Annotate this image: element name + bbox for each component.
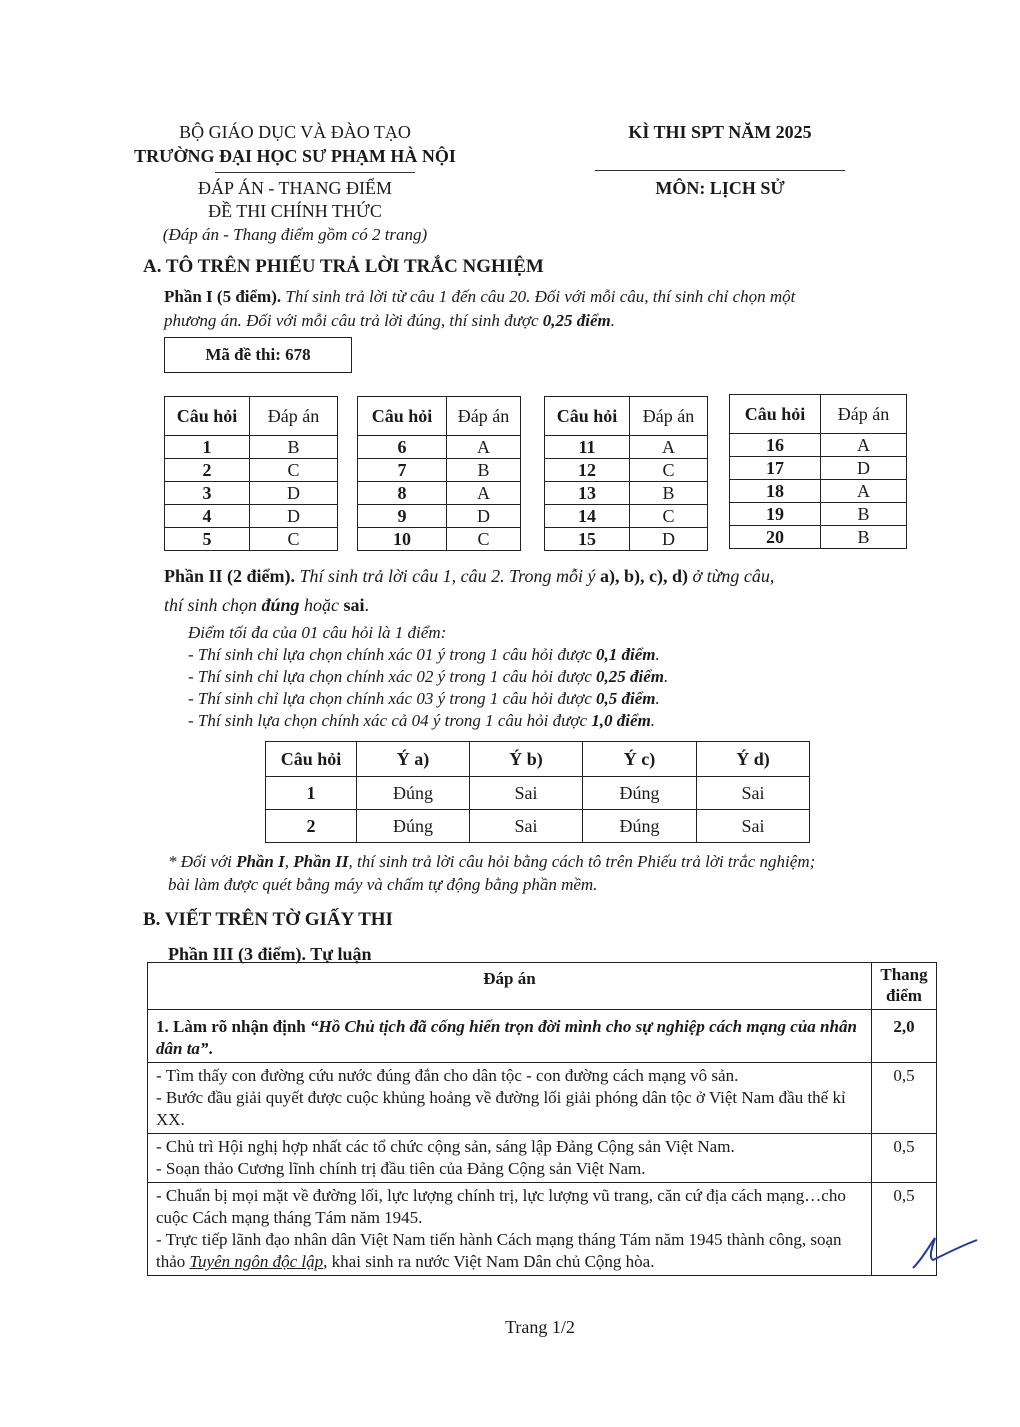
scoring-points: 0,1 điểm	[596, 645, 656, 664]
answer-value: A	[447, 482, 521, 505]
tf-header: Ý c)	[583, 742, 697, 777]
essay-line	[156, 1229, 863, 1273]
question-number: 17	[730, 457, 821, 480]
col-answer-header: Đáp án	[821, 395, 907, 434]
table-row	[545, 459, 708, 482]
essay-line: - Chủ trì Hội nghị hợp nhất các tổ chức cộng sản, sáng lập Đảng Cộng sản Việt Nam.	[156, 1137, 735, 1156]
answer-value: A	[630, 436, 708, 459]
question-number: 2	[165, 459, 250, 482]
table-row	[358, 482, 521, 505]
part2-end: .	[364, 595, 370, 615]
essay-question-1	[148, 1010, 872, 1063]
part2-label: Phần II (2 điểm).	[164, 566, 296, 586]
essay-answer-header: Đáp án	[148, 963, 872, 1010]
part2-text-c: thí sinh chọn	[164, 595, 257, 615]
table-row	[545, 482, 708, 505]
table-row	[148, 1010, 937, 1063]
question-number: 10	[358, 528, 447, 551]
university-name: TRƯỜNG ĐẠI HỌC SƯ PHẠM HÀ NỘI	[134, 146, 456, 166]
table-row	[545, 528, 708, 551]
part1-instructions	[164, 287, 909, 307]
true-false-table	[265, 741, 810, 843]
tf-cell: 1	[266, 777, 357, 810]
essay-score: 2,0	[872, 1010, 937, 1063]
question-number: 8	[358, 482, 447, 505]
table-row	[545, 505, 708, 528]
scoring-points: 0,25 điểm	[596, 667, 665, 686]
answer-value: B	[821, 526, 907, 549]
part1-text-a: Thí sinh trả lời từ câu 1 đến câu 20. Đối với mỗi câu, thí sinh chỉ chọn một	[285, 287, 796, 306]
tf-cell: Đúng	[583, 777, 697, 810]
essay-score: 0,5	[872, 1183, 937, 1276]
essay-line: - Chuẩn bị mọi mặt về đường lối, lực lượng chính trị, lực lượng vũ trang, căn cứ địa cách mạng…cho cuộc Cách mạng tháng Tám năm 1945.	[156, 1186, 846, 1227]
answer-table-4	[729, 394, 907, 549]
essay-line: - Bước đầu giải quyết được cuộc khủng hoảng về đường lối giải phóng dân tộc ở Việt Nam đầu thế kỉ XX.	[156, 1088, 846, 1129]
score-header-line1: Thang	[880, 965, 928, 984]
table-row	[148, 1063, 937, 1134]
part2-or: hoặc	[304, 595, 340, 615]
exam-type: ĐỀ THI CHÍNH THỨC	[208, 201, 382, 221]
answer-value: B	[250, 436, 338, 459]
part2-text-b: ở từng câu,	[692, 566, 775, 586]
table-row	[358, 505, 521, 528]
question-number: 6	[358, 436, 447, 459]
answer-value: D	[447, 505, 521, 528]
table-row	[165, 459, 338, 482]
table-row	[358, 436, 521, 459]
part1-points: 0,25 điểm	[542, 311, 611, 330]
doc-type: ĐÁP ÁN - THANG ĐIỂM	[198, 178, 392, 198]
part2-false: sai	[343, 595, 365, 615]
answer-value: C	[630, 459, 708, 482]
essay-score-header	[872, 963, 937, 1010]
part2-instructions	[164, 566, 924, 587]
table-row	[266, 777, 810, 810]
exam-title: KÌ THI SPT NĂM 2025	[628, 122, 812, 142]
q1-quote: “Hồ Chủ tịch đã cống hiến trọn đời mình cho sự nghiệp cách mạng của nhân dân ta”	[156, 1017, 857, 1058]
question-number: 19	[730, 503, 821, 526]
essay-line: - Soạn thảo Cương lĩnh chính trị đầu tiên của Đảng Cộng sản Việt Nam.	[156, 1159, 646, 1178]
table-row	[358, 459, 521, 482]
essay-emphasis: Tuyên ngôn độc lập	[189, 1252, 324, 1271]
tf-cell: Đúng	[583, 810, 697, 843]
answer-table-2	[357, 396, 521, 551]
question-number: 15	[545, 528, 630, 551]
exam-code-box: Mã đề thi: 678	[164, 337, 352, 373]
question-number: 18	[730, 480, 821, 503]
col-question-header: Câu hỏi	[545, 397, 630, 436]
scoring-text: - Thí sinh chỉ lựa chọn chính xác 03 ý trong 1 câu hỏi được	[188, 689, 597, 708]
table-row	[266, 810, 810, 843]
section-a-title: A. TÔ TRÊN PHIẾU TRẢ LỜI TRẮC NGHIỆM	[143, 256, 544, 277]
part2-opts: a), b), c), d)	[599, 566, 688, 586]
part1-label: Phần I (5 điểm).	[164, 287, 282, 306]
scoring-line: - Thí sinh chỉ lựa chọn chính xác 02 ý trong 1 câu hỏi được 0,25 điểm.	[188, 667, 669, 686]
scoring-points: 0,5 điểm	[596, 689, 656, 708]
question-number: 3	[165, 482, 250, 505]
note-text: * Đối với	[168, 852, 237, 871]
table-row	[148, 1134, 937, 1183]
scoring-points: 1,0 điểm	[591, 711, 651, 730]
table-row	[165, 436, 338, 459]
answer-table-3	[544, 396, 708, 551]
answer-value: D	[250, 505, 338, 528]
subject: MÔN: LỊCH SỬ	[655, 178, 785, 198]
scoring-line: - Thí sinh lựa chọn chính xác cả 04 ý trong 1 câu hỏi được 1,0 điểm.	[188, 711, 656, 730]
part1-text-b: phương án. Đối với mỗi câu trả lời đúng, thí sinh được	[164, 311, 539, 330]
tf-cell: Đúng	[357, 777, 470, 810]
answer-table-1	[164, 396, 338, 551]
part2-true: đúng	[261, 595, 300, 615]
answer-value: B	[447, 459, 521, 482]
table-row	[148, 1183, 937, 1276]
col-question-header: Câu hỏi	[358, 397, 447, 436]
tf-cell: Sai	[470, 777, 583, 810]
question-number: 12	[545, 459, 630, 482]
tf-header: Ý d)	[697, 742, 810, 777]
col-answer-header: Đáp án	[447, 397, 521, 436]
scoring-text: - Thí sinh chỉ lựa chọn chính xác 01 ý trong 1 câu hỏi được	[188, 645, 597, 664]
essay-answer-cell	[148, 1183, 872, 1276]
part1-end: .	[610, 311, 616, 330]
answer-value: A	[821, 434, 907, 457]
table-row	[545, 436, 708, 459]
tf-header: Ý a)	[357, 742, 470, 777]
col-question-header: Câu hỏi	[730, 395, 821, 434]
question-number: 4	[165, 505, 250, 528]
ministry-name: BỘ GIÁO DỤC VÀ ĐÀO TẠO	[179, 122, 411, 142]
essay-text: - Trực tiếp lãnh đạo nhân dân Việt Nam tiến hành Cách mạng tháng Tám năm 1945 thành công, soạn thảo	[156, 1230, 842, 1271]
note-line-1	[168, 852, 928, 872]
question-number: 11	[545, 436, 630, 459]
essay-line: - Tìm thấy con đường cứu nước đúng đắn cho dân tộc - con đường cách mạng vô sản.	[156, 1066, 739, 1085]
essay-answer-cell	[148, 1063, 872, 1134]
note-line-2: bài làm được quét bằng máy và chấm tự động bằng phần mềm.	[168, 875, 598, 894]
col-answer-header: Đáp án	[250, 397, 338, 436]
question-number: 14	[545, 505, 630, 528]
table-row	[358, 528, 521, 551]
col-answer-header: Đáp án	[630, 397, 708, 436]
question-number: 5	[165, 528, 250, 551]
question-number: 7	[358, 459, 447, 482]
q1-end: .	[208, 1039, 213, 1058]
header-divider-right	[595, 170, 845, 171]
tf-cell: 2	[266, 810, 357, 843]
question-number: 1	[165, 436, 250, 459]
answer-value: D	[821, 457, 907, 480]
table-row	[730, 526, 907, 549]
answer-value: D	[250, 482, 338, 505]
tf-cell: Đúng	[357, 810, 470, 843]
tf-cell: Sai	[697, 777, 810, 810]
answer-value: B	[821, 503, 907, 526]
table-row	[730, 503, 907, 526]
note-part2: Phần II	[293, 852, 349, 871]
col-question-header: Câu hỏi	[165, 397, 250, 436]
essay-text: , khai sinh ra nước Việt Nam Dân chủ Cộng hòa.	[323, 1252, 655, 1271]
answer-value: C	[630, 505, 708, 528]
tf-cell: Sai	[470, 810, 583, 843]
table-row	[730, 434, 907, 457]
note-part1: Phần I	[236, 852, 285, 871]
scoring-intro: Điểm tối đa của 01 câu hỏi là 1 điểm:	[188, 623, 447, 642]
scoring-text: - Thí sinh chỉ lựa chọn chính xác 02 ý trong 1 câu hỏi được	[188, 667, 597, 686]
tf-cell: Sai	[697, 810, 810, 843]
answer-value: D	[630, 528, 708, 551]
table-row	[730, 480, 907, 503]
essay-answer-cell	[148, 1134, 872, 1183]
scoring-line: - Thí sinh chỉ lựa chọn chính xác 03 ý trong 1 câu hỏi được 0,5 điểm.	[188, 689, 660, 708]
note-text: , thí sinh trả lời câu hỏi bằng cách tô trên Phiếu trả lời trắc nghiệm;	[348, 852, 816, 871]
answer-value: A	[821, 480, 907, 503]
part1-instructions-2	[164, 311, 909, 331]
part3-label: Phần III (3 điểm). Tự luận	[168, 944, 372, 964]
header-divider-left	[215, 172, 415, 173]
essay-table	[147, 962, 937, 1276]
answer-value: B	[630, 482, 708, 505]
table-row	[165, 528, 338, 551]
tf-header: Câu hỏi	[266, 742, 357, 777]
table-row	[165, 505, 338, 528]
essay-score: 0,5	[872, 1134, 937, 1183]
tf-header: Ý b)	[470, 742, 583, 777]
section-b-title: B. VIẾT TRÊN TỜ GIẤY THI	[143, 909, 393, 930]
page-number: Trang 1/2	[505, 1317, 575, 1337]
q1-prefix: 1. Làm rõ nhận định	[156, 1017, 310, 1036]
answer-value: A	[447, 436, 521, 459]
question-number: 9	[358, 505, 447, 528]
page-note: (Đáp án - Thang điểm gồm có 2 trang)	[162, 225, 428, 244]
question-number: 20	[730, 526, 821, 549]
question-number: 16	[730, 434, 821, 457]
question-number: 13	[545, 482, 630, 505]
scoring-line: - Thí sinh chỉ lựa chọn chính xác 01 ý trong 1 câu hỏi được 0,1 điểm.	[188, 645, 660, 664]
answer-value: C	[447, 528, 521, 551]
scoring-text: - Thí sinh lựa chọn chính xác cả 04 ý trong 1 câu hỏi được	[188, 711, 592, 730]
score-header-line2: điểm	[886, 986, 922, 1005]
table-row	[730, 457, 907, 480]
essay-score: 0,5	[872, 1063, 937, 1134]
answer-value: C	[250, 528, 338, 551]
signature-mark	[905, 1228, 985, 1274]
answer-value: C	[250, 459, 338, 482]
note-comma: ,	[284, 852, 294, 871]
table-row	[165, 482, 338, 505]
part2-instructions-2	[164, 595, 369, 616]
part2-text-a: Thí sinh trả lời câu 1, câu 2. Trong mỗi ý	[299, 566, 596, 586]
